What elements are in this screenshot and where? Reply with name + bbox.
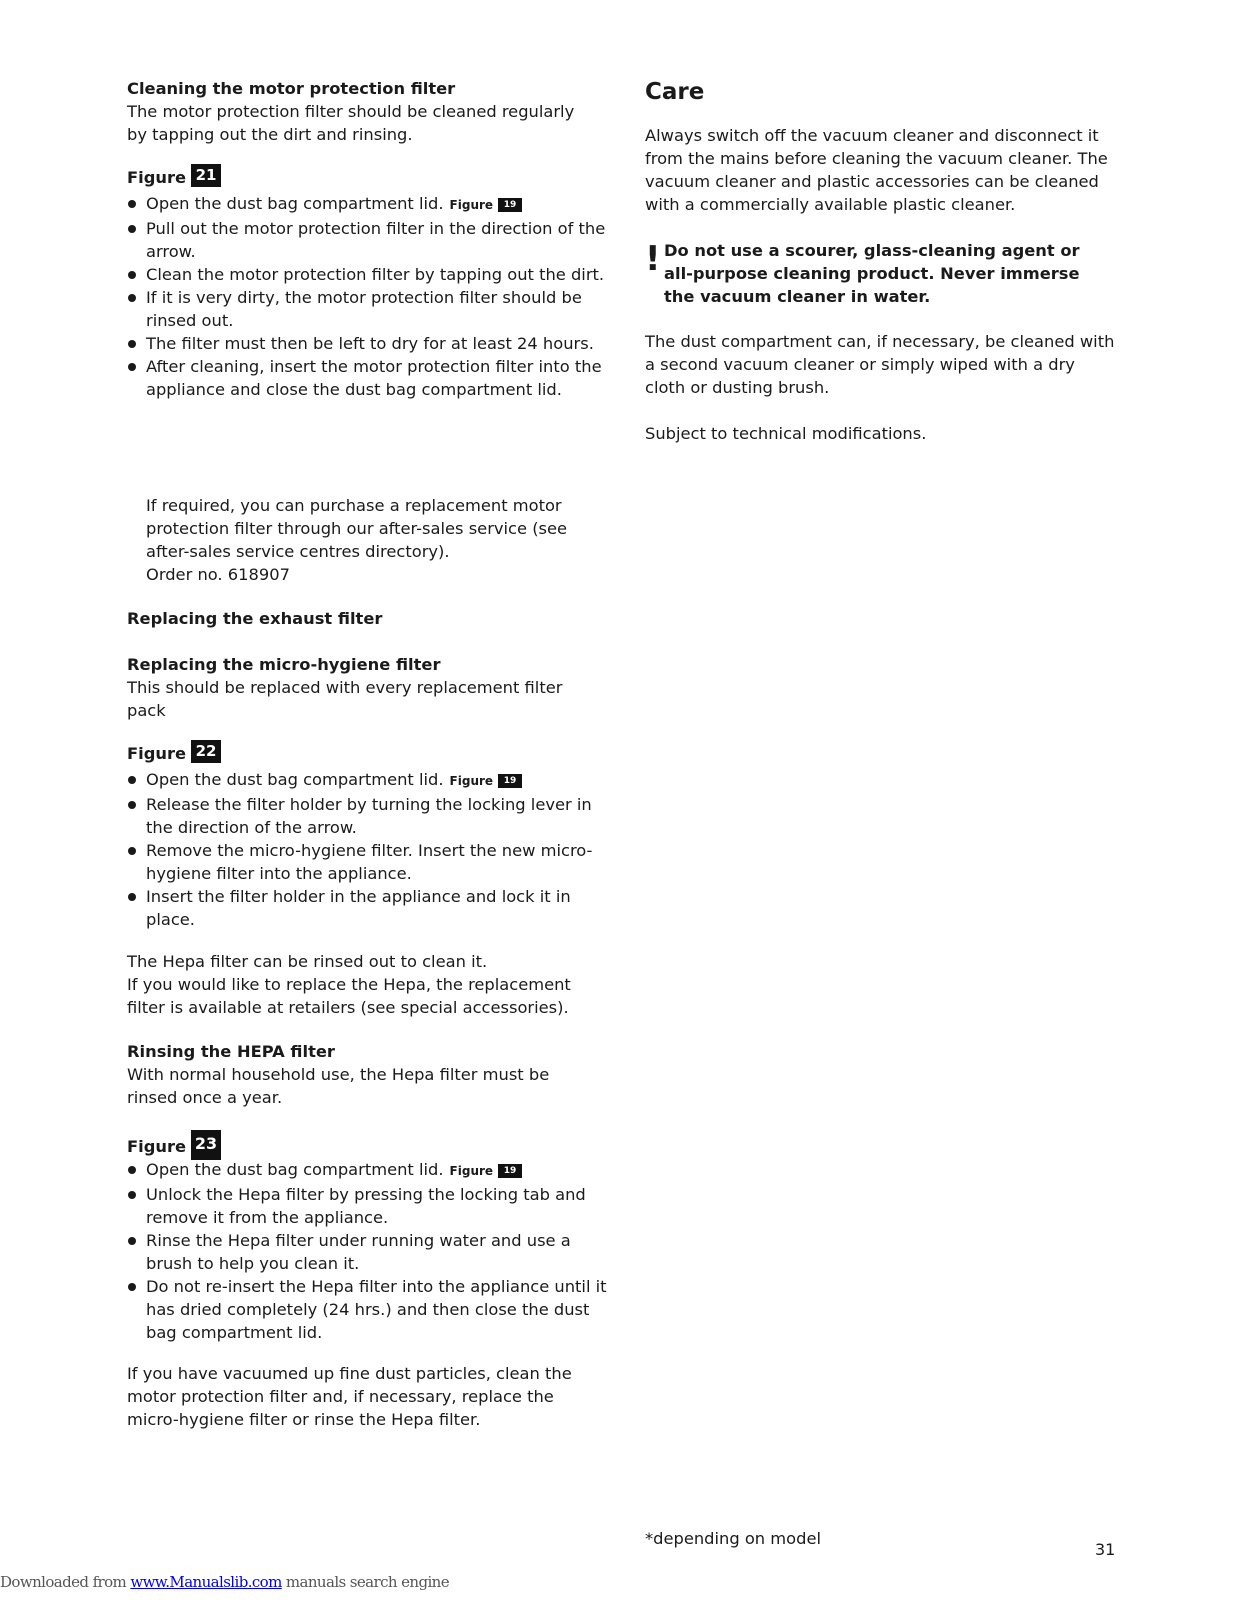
rinse-hepa-heading: Rinsing the HEPA filter	[127, 1042, 335, 1061]
rinse-hepa-steps	[127, 1158, 607, 1344]
warning-text: Do not use a scourer, glass-cleaning agent or all-purpose cleaning product. Never immerse the vacuum cleaner in water.	[664, 241, 1080, 306]
figure-19-label: Figure	[449, 198, 494, 212]
hepa-note-1: The Hepa filter can be rinsed out to clean it.	[127, 952, 488, 971]
motor-filter-steps	[127, 192, 607, 401]
list-item: Rinse the Hepa filter under running water and use a brush to help you clean it.	[127, 1229, 607, 1275]
figure-19-badge: 19	[498, 774, 522, 788]
figure-22-reference	[127, 740, 221, 765]
footnote: *depending on model	[645, 1529, 822, 1548]
list-item: Remove the micro-hygiene filter. Insert the new micro-hygiene filter into the appliance.	[127, 839, 607, 885]
order-number: Order no. 618907	[146, 565, 290, 584]
motor-filter-intro: The motor protection filter should be cleaned regularly by tapping out the dirt and rinsing.	[127, 102, 575, 144]
manualslib-link[interactable]: www.Manualslib.com	[130, 1573, 282, 1591]
motor-filter-heading: Cleaning the motor protection filter	[127, 79, 456, 98]
list-item: Release the filter holder by turning the locking lever in the direction of the arrow.	[127, 793, 607, 839]
warning-icon: !	[645, 239, 661, 279]
list-item: The filter must then be left to dry for at least 24 hours.	[127, 332, 607, 355]
figure-22-badge: 22	[191, 740, 221, 763]
list-item: Do not re-insert the Hepa filter into the appliance until it has dried completely (24 hrs.) and then close the dust bag compartment lid.	[127, 1275, 607, 1344]
figure-19-badge: 19	[498, 1164, 522, 1178]
figure-23-reference	[127, 1130, 221, 1160]
hepa-note-2: If you would like to replace the Hepa, the replacement filter is available at retailers (see special accessories).	[127, 975, 571, 1017]
exhaust-filter-heading: Replacing the exhaust filter	[127, 609, 383, 628]
figure-21-reference	[127, 164, 221, 189]
figure-19-badge: 19	[498, 198, 522, 212]
replacement-note: If required, you can purchase a replacement motor protection filter through our after-sales service (see after-sales service centres directory).	[146, 496, 568, 561]
care-intro: Always switch off the vacuum cleaner and disconnect it from the mains before cleaning the vacuum cleaner. The vacuum cleaner and plastic accessories can be cleaned with a commercially available plastic cleaner.	[645, 126, 1108, 214]
list-item: Open the dust bag compartment lid. Figure 19	[127, 1158, 607, 1183]
micro-filter-heading: Replacing the micro-hygiene filter	[127, 655, 441, 674]
figure-23-badge: 23	[191, 1130, 221, 1160]
care-heading: Care	[645, 79, 705, 105]
figure-21-badge: 21	[191, 164, 221, 187]
figure-23-label: Figure	[127, 1137, 187, 1156]
dust-compartment-note: The dust compartment can, if necessary, be cleaned with a second vacuum cleaner or simply wiped with a dry cloth or dusting brush.	[645, 332, 1115, 397]
figure-19-label: Figure	[449, 774, 494, 788]
page-number: 31	[1095, 1540, 1116, 1559]
download-footer	[0, 1573, 449, 1591]
fine-dust-note: If you have vacuumed up fine dust particles, clean the motor protection filter and, if necessary, replace the micro-hygiene filter or rinse the Hepa filter.	[127, 1364, 572, 1429]
list-item: Open the dust bag compartment lid. Figure 19	[127, 192, 607, 217]
list-item: Clean the motor protection filter by tapping out the dirt.	[127, 263, 607, 286]
downloaded-from-label: Downloaded from	[0, 1573, 127, 1591]
figure-19-label: Figure	[449, 1164, 494, 1178]
footer-suffix: manuals search engine	[285, 1573, 449, 1591]
figure-22-label: Figure	[127, 744, 187, 763]
list-item: Open the dust bag compartment lid. Figure 19	[127, 768, 607, 793]
list-item: After cleaning, insert the motor protection filter into the appliance and close the dust bag compartment lid.	[127, 355, 607, 401]
rinse-hepa-intro: With normal household use, the Hepa filter must be rinsed once a year.	[127, 1065, 550, 1107]
list-item: If it is very dirty, the motor protection filter should be rinsed out.	[127, 286, 607, 332]
micro-filter-intro: This should be replaced with every replacement filter pack	[127, 678, 563, 720]
list-item: Insert the filter holder in the appliance and lock it in place.	[127, 885, 607, 931]
technical-modifications-note: Subject to technical modifications.	[645, 424, 927, 443]
list-item: Unlock the Hepa filter by pressing the locking tab and remove it from the appliance.	[127, 1183, 607, 1229]
micro-filter-steps	[127, 768, 607, 931]
list-item: Pull out the motor protection filter in the direction of the arrow.	[127, 217, 607, 263]
figure-21-label: Figure	[127, 168, 187, 187]
